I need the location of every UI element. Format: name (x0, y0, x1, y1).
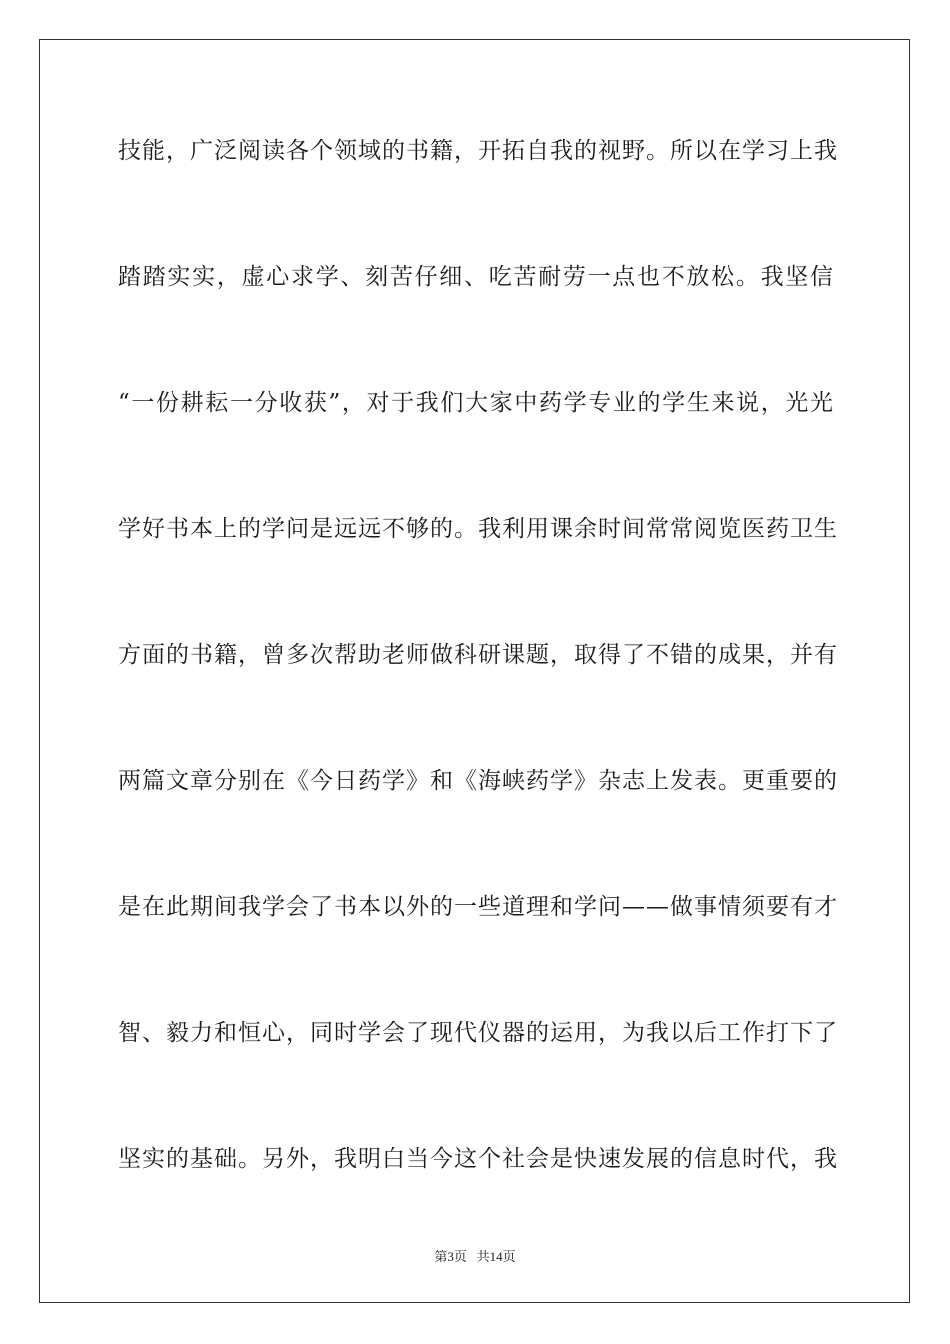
text-line: “一份耕耘一分收获”，对于我们大家中药学专业的学生来说，光光 (118, 390, 834, 416)
text-line: 坚实的基础。另外，我明白当今这个社会是快速发展的信息时代，我 (118, 1146, 838, 1172)
text-line: 踏踏实实，虚心求学、刻苦仔细、吃苦耐劳一点也不放松。我坚信 (118, 264, 834, 290)
text-line: 两篇文章分别在《今日药学》和《海峡药学》杂志上发表。更重要的 (118, 768, 838, 794)
text-line: 技能，广泛阅读各个领域的书籍，开拓自我的视野。所以在学习上我 (118, 138, 838, 164)
text-line: 学好书本上的学问是远远不够的。我利用课余时间常常阅览医药卫生 (118, 516, 838, 542)
page-footer (0, 1246, 950, 1265)
text-line: 智、毅力和恒心，同时学会了现代仪器的运用，为我以后工作打下了 (118, 1020, 838, 1046)
page-total: 共14页 (476, 1249, 516, 1264)
text-line: 方面的书籍，曾多次帮助老师做科研课题，取得了不错的成果，并有 (118, 642, 838, 668)
document-body (118, 123, 838, 1257)
page-number: 第3页 (434, 1249, 467, 1264)
text-line: 是在此期间我学会了书本以外的一些道理和学问——做事情须要有才 (118, 894, 838, 920)
